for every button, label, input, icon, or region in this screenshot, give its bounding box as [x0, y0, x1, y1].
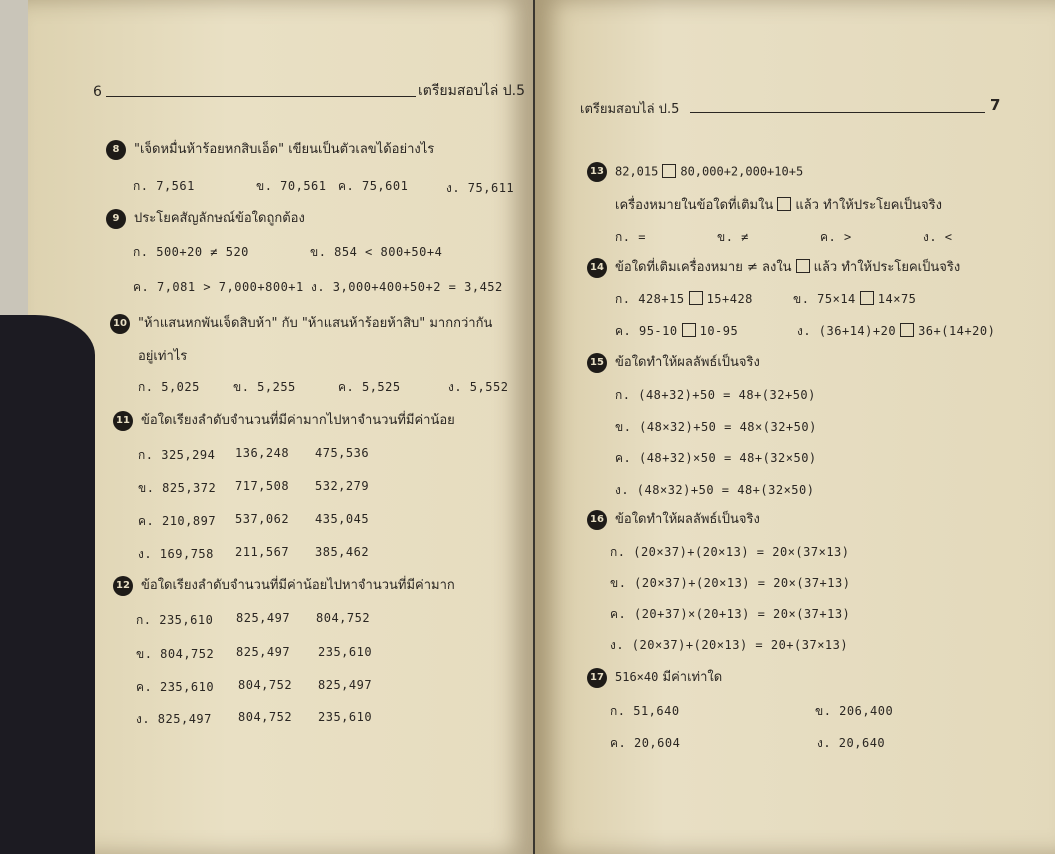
- option-left: ข. 75×14: [793, 292, 856, 306]
- option: ค. (48+32)×50 = 48+(32×50): [615, 451, 817, 465]
- option: ค. 75,601: [338, 179, 409, 193]
- option-value: 537,062: [235, 512, 290, 526]
- question-text: เครื่องหมายในข้อใดที่เติมใน: [615, 198, 774, 213]
- blank-box: [796, 259, 810, 273]
- option: ค. 235,610: [136, 680, 215, 694]
- option-value: 235,610: [318, 710, 373, 724]
- option: ค. 7,081 > 7,000+800+1: [133, 280, 304, 294]
- option-value: 235,610: [318, 645, 373, 659]
- option: ก. =: [615, 230, 646, 244]
- option: ง. 3,000+400+50+2 = 3,452: [311, 280, 503, 294]
- question-10: [110, 312, 492, 334]
- option: ก. 7,561: [133, 179, 195, 193]
- question-number: 14: [587, 258, 607, 278]
- option: ก. 325,294: [138, 448, 216, 462]
- question-text: ประโยคสัญลักษณ์ข้อใดถูกต้อง: [134, 211, 305, 226]
- option: ข. 70,561: [256, 179, 327, 193]
- option: ค. 210,897: [138, 514, 217, 528]
- option-right: 14×75: [877, 292, 917, 306]
- question-text: "เจ็ดหมื่นห้าร้อยหกสิบเอ็ด" เขียนเป็นตัวเลขได้อย่างไร: [134, 142, 435, 157]
- header-rule: [690, 112, 985, 113]
- option: ง. 825,497: [136, 712, 212, 726]
- option: ข. ≠: [717, 230, 749, 244]
- right-page: [535, 0, 1055, 854]
- option-value: 804,752: [238, 710, 293, 724]
- option-value: 211,567: [235, 545, 290, 559]
- question-number: 8: [106, 140, 126, 160]
- option-value: 825,497: [236, 645, 291, 659]
- question-9: [106, 207, 305, 229]
- option: ก. 500+20 ≠ 520: [133, 245, 249, 259]
- option: ข. 825,372: [138, 481, 217, 495]
- option: ง. 5,552: [448, 380, 509, 394]
- option: ง. (48×32)+50 = 48+(32×50): [615, 483, 815, 497]
- option: ค. (20+37)×(20+13) = 20×(37+13): [610, 607, 851, 621]
- option-left: ค. 95-10: [615, 324, 678, 338]
- question-text: ข้อใดเรียงลำดับจำนวนที่มีค่ามากไปหาจำนวนที่มีค่าน้อย: [141, 413, 455, 428]
- option-right: 36+(14+20): [918, 324, 996, 338]
- option-left: ก. 428+15: [615, 292, 685, 306]
- option: ก. 51,640: [610, 704, 680, 718]
- option: ง. 75,611: [446, 181, 515, 195]
- option: [797, 322, 995, 341]
- blank-box: [860, 291, 874, 305]
- question-number: 12: [113, 576, 133, 596]
- question-number: 11: [113, 411, 133, 431]
- question-number: 13: [587, 162, 607, 182]
- option-right: 15+428: [706, 292, 753, 306]
- option: ข. (20×37)+(20×13) = 20×(37+13): [610, 576, 851, 590]
- option: ค. >: [820, 230, 852, 244]
- hand-shadow: [0, 315, 95, 854]
- question-12: [113, 574, 455, 596]
- question-13: [587, 162, 803, 182]
- option-value: 435,045: [315, 512, 370, 526]
- question-14: [587, 256, 960, 278]
- question-11: [113, 409, 455, 431]
- page-number: 7: [990, 96, 1001, 114]
- question-number: 15: [587, 353, 607, 373]
- option-value: 804,752: [316, 611, 371, 625]
- option: ข. 804,752: [136, 647, 215, 661]
- question-text-b: แล้ว ทำให้ประโยคเป็นจริง: [813, 260, 961, 275]
- question-15: [587, 351, 760, 373]
- option-value: 804,752: [238, 678, 293, 692]
- option: ง. 20,640: [817, 736, 886, 750]
- question-number: 10: [110, 314, 130, 334]
- option: ง. 169,758: [138, 547, 214, 561]
- question-13-text: [615, 194, 942, 215]
- option: ง. (20×37)+(20×13) = 20+(37×13): [610, 638, 849, 652]
- question-number: 9: [106, 209, 126, 229]
- blank-box: [682, 323, 696, 337]
- option-value: 825,497: [236, 611, 291, 625]
- option: ข. 854 < 800+50+4: [310, 245, 443, 259]
- header-rule: [106, 96, 416, 97]
- page-number: 6: [93, 84, 102, 100]
- option: ข. 206,400: [815, 704, 894, 718]
- option: [615, 290, 753, 309]
- blank-box: [900, 323, 914, 337]
- option-value: 717,508: [235, 479, 290, 493]
- question-text-cont: อยู่เท่าไร: [138, 349, 188, 364]
- question-text: มีค่าเท่าใด: [662, 670, 723, 685]
- question-17: [587, 666, 722, 688]
- option: ก. 5,025: [138, 380, 200, 394]
- question-text: ข้อใดที่เติมเครื่องหมาย ≠ ลงใน: [615, 260, 792, 275]
- question-text-b: แล้ว ทำให้ประโยคเป็นจริง: [795, 198, 942, 213]
- left-page: [28, 0, 533, 854]
- page-header: เตรียมสอบไล่ ป.5: [418, 83, 525, 99]
- question-text: ข้อใดเรียงลำดับจำนวนที่มีค่าน้อยไปหาจำนวนที่มีค่ามาก: [141, 578, 455, 593]
- option-left: ง. (36+14)+20: [797, 324, 897, 338]
- option: ค. 20,604: [610, 736, 681, 750]
- option: [615, 322, 738, 341]
- expression-left: 82,015: [615, 164, 659, 179]
- question-text: ข้อใดทำให้ผลลัพธ์เป็นจริง: [615, 512, 760, 527]
- blank-box: [662, 164, 676, 178]
- option-right: 10-95: [699, 324, 739, 338]
- option: ค. 5,525: [338, 380, 401, 394]
- option-value: 136,248: [235, 446, 290, 460]
- option: ง. <: [923, 230, 953, 244]
- option: ก. (48+32)+50 = 48+(32+50): [615, 388, 816, 402]
- question-16: [587, 508, 760, 530]
- question-text: "ห้าแสนหกพันเจ็ดสิบห้า" กับ "ห้าแสนห้าร้อยห้าสิบ" มากกว่ากัน: [138, 316, 493, 331]
- option-value: 475,536: [315, 446, 370, 460]
- option: [793, 290, 916, 309]
- option: ข. (48×32)+50 = 48×(32+50): [615, 420, 817, 434]
- option-value: 532,279: [315, 479, 370, 493]
- question-number: 17: [587, 668, 607, 688]
- question-number: 16: [587, 510, 607, 530]
- expression-right: 80,000+2,000+10+5: [680, 164, 804, 179]
- blank-box: [689, 291, 703, 305]
- question-text: ข้อใดทำให้ผลลัพธ์เป็นจริง: [615, 355, 760, 370]
- option: ก. 235,610: [136, 613, 214, 627]
- question-8: [106, 138, 434, 160]
- option: ข. 5,255: [233, 380, 296, 394]
- expression: 516×40: [615, 670, 659, 684]
- option-value: 825,497: [318, 678, 373, 692]
- blank-box: [777, 197, 791, 211]
- option: ก. (20×37)+(20×13) = 20×(37×13): [610, 545, 850, 559]
- page-header: เตรียมสอบไล่ ป.5: [580, 102, 680, 117]
- option-value: 385,462: [315, 545, 370, 559]
